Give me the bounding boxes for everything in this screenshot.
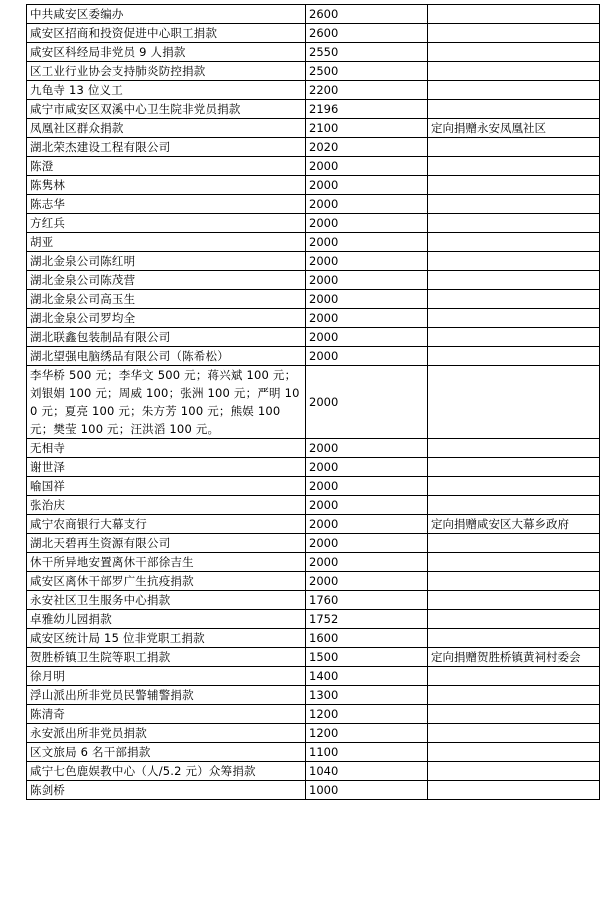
- table-row: [27, 629, 600, 648]
- donor-name: 李华桥 500 元；李华文 500 元；蒋兴斌 100 元；刘银娟 100 元；周威 100；张洲 100 元；严明 100 元；夏亮 100 元；朱方芳 100 元；熊娱 100 元；樊莹 100 元；汪洪滔 100 元。: [27, 366, 306, 439]
- donor-name: 陈清奇: [27, 705, 306, 724]
- table-row: [27, 176, 600, 195]
- donation-amount: 2196: [306, 100, 428, 119]
- donation-amount: 2600: [306, 5, 428, 24]
- donor-name: 浮山派出所非党员民警辅警捐款: [27, 686, 306, 705]
- donor-name: 咸安区招商和投资促进中心职工捐款: [27, 24, 306, 43]
- donor-name: 九龟寺 13 位义工: [27, 81, 306, 100]
- donor-name: 湖北荣杰建设工程有限公司: [27, 138, 306, 157]
- donation-note: [428, 309, 600, 328]
- table-row: [27, 572, 600, 591]
- donation-note: 定向捐赠永安凤凰社区: [428, 119, 600, 138]
- donor-name: 陈剑桥: [27, 781, 306, 800]
- donation-note: 定向捐赠咸安区大幕乡政府: [428, 515, 600, 534]
- table-row: [27, 724, 600, 743]
- donor-name: 湖北金泉公司陈红明: [27, 252, 306, 271]
- table-row: [27, 458, 600, 477]
- table-row: [27, 233, 600, 252]
- donation-amount: 2600: [306, 24, 428, 43]
- donation-note: [428, 534, 600, 553]
- donation-amount: 1100: [306, 743, 428, 762]
- donor-name: 区工业行业协会支持肺炎防控捐款: [27, 62, 306, 81]
- donor-name: 胡亚: [27, 233, 306, 252]
- donation-note: [428, 724, 600, 743]
- donor-name: 咸安区离休干部罗广生抗疫捐款: [27, 572, 306, 591]
- donation-amount: 1300: [306, 686, 428, 705]
- donation-note: [428, 157, 600, 176]
- table-row: [27, 271, 600, 290]
- donation-note: [428, 290, 600, 309]
- table-row: [27, 439, 600, 458]
- donation-amount: 1400: [306, 667, 428, 686]
- donation-note: [428, 477, 600, 496]
- donation-amount: 2200: [306, 81, 428, 100]
- donation-note: [428, 328, 600, 347]
- donation-amount: 1040: [306, 762, 428, 781]
- table-row: [27, 705, 600, 724]
- donation-amount: 2550: [306, 43, 428, 62]
- donation-note: [428, 366, 600, 439]
- donation-amount: 1752: [306, 610, 428, 629]
- donor-name: 永安社区卫生服务中心捐款: [27, 591, 306, 610]
- table-row: [27, 81, 600, 100]
- table-row: [27, 553, 600, 572]
- table-row: [27, 119, 600, 138]
- donation-amount: 2000: [306, 439, 428, 458]
- donation-amount: 2000: [306, 553, 428, 572]
- donor-name: 咸安区统计局 15 位非党职工捐款: [27, 629, 306, 648]
- donor-name: 谢世泽: [27, 458, 306, 477]
- table-row: [27, 781, 600, 800]
- donor-name: 湖北金泉公司高玉生: [27, 290, 306, 309]
- donation-amount: 2500: [306, 62, 428, 81]
- donor-name: 休干所异地安置离休干部徐吉生: [27, 553, 306, 572]
- donor-name: 中共咸安区委编办: [27, 5, 306, 24]
- table-row: [27, 762, 600, 781]
- table-row: [27, 686, 600, 705]
- donation-note: [428, 591, 600, 610]
- donation-amount: 2000: [306, 157, 428, 176]
- donation-amount: 2000: [306, 309, 428, 328]
- table-row: [27, 252, 600, 271]
- donation-amount: 2000: [306, 458, 428, 477]
- donation-amount: 2000: [306, 515, 428, 534]
- donor-name: 陈隽林: [27, 176, 306, 195]
- donation-note: [428, 347, 600, 366]
- table-row: [27, 515, 600, 534]
- donation-amount: 2000: [306, 252, 428, 271]
- table-row: [27, 347, 600, 366]
- donor-name: 湖北联鑫包装制品有限公司: [27, 328, 306, 347]
- table-row: [27, 214, 600, 233]
- donation-amount: 2000: [306, 366, 428, 439]
- table-row: [27, 138, 600, 157]
- donor-name: 湖北金泉公司陈茂营: [27, 271, 306, 290]
- donation-amount: 2000: [306, 477, 428, 496]
- donation-note: [428, 62, 600, 81]
- table-row: [27, 648, 600, 667]
- donor-name: 咸宁农商银行大幕支行: [27, 515, 306, 534]
- donation-note: [428, 553, 600, 572]
- donor-name: 陈志华: [27, 195, 306, 214]
- donor-name: 区文旅局 6 名干部捐款: [27, 743, 306, 762]
- table-row: [27, 62, 600, 81]
- donation-note: [428, 43, 600, 62]
- donation-note: [428, 572, 600, 591]
- donation-amount: 1000: [306, 781, 428, 800]
- donation-amount: 2000: [306, 572, 428, 591]
- donation-note: [428, 781, 600, 800]
- donation-note: [428, 100, 600, 119]
- donation-amount: 2000: [306, 176, 428, 195]
- donation-amount: 1200: [306, 705, 428, 724]
- donation-note: [428, 214, 600, 233]
- table-row: [27, 290, 600, 309]
- donation-note: [428, 667, 600, 686]
- donor-name: 陈澄: [27, 157, 306, 176]
- donor-name: 贺胜桥镇卫生院等职工捐款: [27, 648, 306, 667]
- table-row: [27, 24, 600, 43]
- table-row: [27, 366, 600, 439]
- donor-name: 卓雅幼儿园捐款: [27, 610, 306, 629]
- donation-note: [428, 176, 600, 195]
- donation-amount: 2000: [306, 496, 428, 515]
- donor-name: 无相寺: [27, 439, 306, 458]
- donor-name: 湖北望强电脑绣品有限公司（陈希松）: [27, 347, 306, 366]
- donation-amount: 2000: [306, 347, 428, 366]
- donor-name: 张治庆: [27, 496, 306, 515]
- table-row: [27, 477, 600, 496]
- table-row: [27, 43, 600, 62]
- donor-name: 湖北金泉公司罗均全: [27, 309, 306, 328]
- donation-note: [428, 705, 600, 724]
- table-row: [27, 5, 600, 24]
- donation-note: [428, 629, 600, 648]
- donor-name: 徐月明: [27, 667, 306, 686]
- donor-name: 湖北天碧再生资源有限公司: [27, 534, 306, 553]
- table-row: [27, 610, 600, 629]
- donation-amount: 2000: [306, 290, 428, 309]
- donor-name: 咸安区科经局非党员 9 人捐款: [27, 43, 306, 62]
- donation-note: 定向捐赠贺胜桥镇黄祠村委会: [428, 648, 600, 667]
- donation-note: [428, 233, 600, 252]
- table-row: [27, 328, 600, 347]
- donation-note: [428, 81, 600, 100]
- donor-name: 喻国祥: [27, 477, 306, 496]
- donation-note: [428, 195, 600, 214]
- donation-amount: 2100: [306, 119, 428, 138]
- donation-note: [428, 458, 600, 477]
- donation-amount: 1600: [306, 629, 428, 648]
- donor-name: 方红兵: [27, 214, 306, 233]
- donor-name: 永安派出所非党员捐款: [27, 724, 306, 743]
- donation-amount: 2000: [306, 195, 428, 214]
- donation-note: [428, 610, 600, 629]
- donation-amount: 1500: [306, 648, 428, 667]
- donation-note: [428, 24, 600, 43]
- table-row: [27, 534, 600, 553]
- table-row: [27, 591, 600, 610]
- table-row: [27, 743, 600, 762]
- donation-note: [428, 686, 600, 705]
- donation-amount: 2000: [306, 328, 428, 347]
- donation-note: [428, 496, 600, 515]
- donation-note: [428, 271, 600, 290]
- donation-table-body: [27, 5, 600, 800]
- donation-table: [26, 4, 600, 800]
- donation-amount: 2000: [306, 534, 428, 553]
- donation-amount: 2000: [306, 271, 428, 290]
- donation-amount: 2000: [306, 214, 428, 233]
- donor-name: 凤凰社区群众捐款: [27, 119, 306, 138]
- donation-note: [428, 743, 600, 762]
- donation-note: [428, 5, 600, 24]
- donation-amount: 1760: [306, 591, 428, 610]
- table-row: [27, 496, 600, 515]
- table-row: [27, 157, 600, 176]
- donation-note: [428, 439, 600, 458]
- table-row: [27, 667, 600, 686]
- donation-note: [428, 762, 600, 781]
- donation-amount: 2020: [306, 138, 428, 157]
- donation-amount: 2000: [306, 233, 428, 252]
- donor-name: 咸宁七色鹿娱教中心（人/5.2 元）众筹捐款: [27, 762, 306, 781]
- donation-note: [428, 138, 600, 157]
- donation-note: [428, 252, 600, 271]
- table-row: [27, 195, 600, 214]
- donor-name: 咸宁市咸安区双溪中心卫生院非党员捐款: [27, 100, 306, 119]
- table-row: [27, 100, 600, 119]
- donation-amount: 1200: [306, 724, 428, 743]
- table-row: [27, 309, 600, 328]
